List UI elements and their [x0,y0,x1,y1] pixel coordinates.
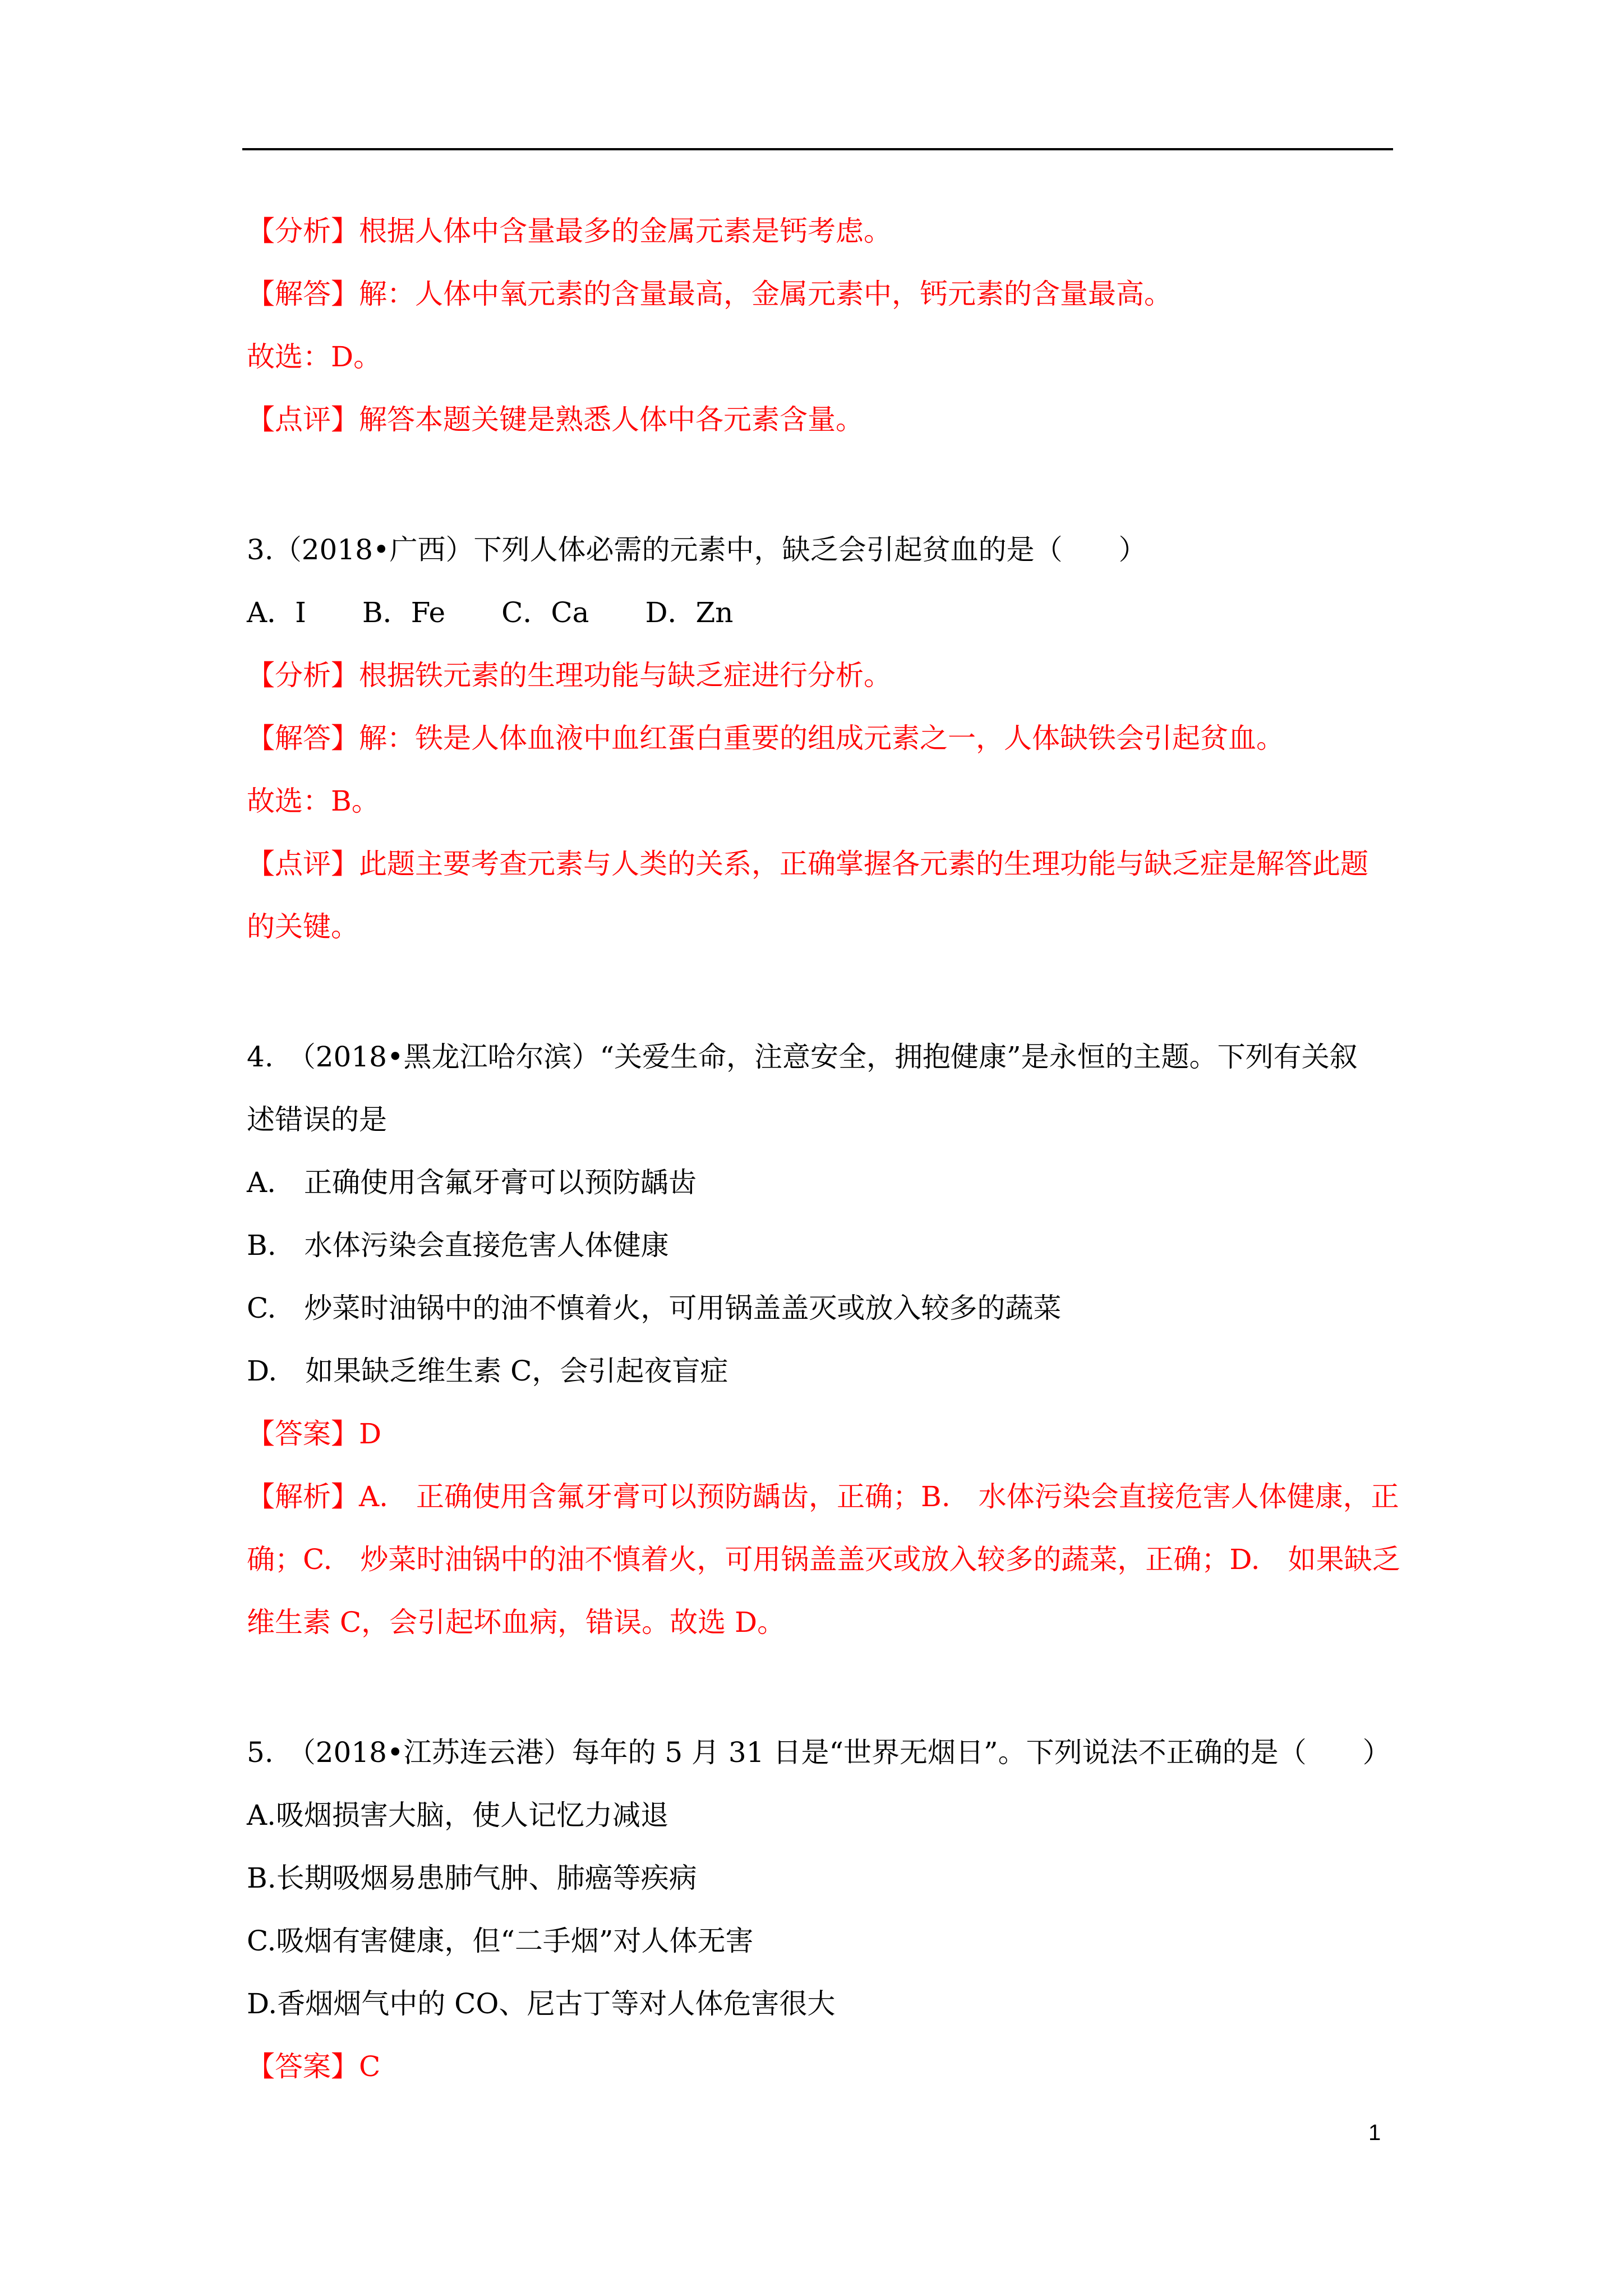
text-line: 【分析】根据人体中含量最多的金属元素是钙考虑。 [247,215,892,247]
answer: 【答案】D [247,1418,382,1450]
question-5: 5. （2018•江苏连云港）每年的 5 月 31 日是“世界无烟日”。下列说法不正确的是（ ） [247,1736,1391,1769]
question-4: 4. （2018•黑龙江哈尔滨）“关爱生命，注意安全，拥抱健康”是永恒的主题。下列有关叙 [247,1041,1358,1073]
text-line: 【解析】A. 正确使用含氟牙膏可以预防龋齿，正确；B. 水体污染会直接危害人体健康，正 [247,1480,1399,1513]
option-a: A. 正确使用含氟牙膏可以预防龋齿 [247,1166,697,1199]
question-3: 3.（2018•广西）下列人体必需的元素中，缺乏会引起贫血的是（ ） [247,533,1147,566]
text-line: 故选：D。 [247,341,382,373]
option-c: C.吸烟有害健康，但“二手烟”对人体无害 [247,1925,754,1957]
option-a: A.吸烟损害大脑，使人记忆力减退 [247,1799,669,1832]
answer: 【答案】C [247,2050,381,2083]
text-line: 【解答】解：铁是人体血液中血红蛋白重要的组成元素之一，人体缺铁会引起贫血。 [247,722,1284,754]
question-3-options: A．I B．Fe C．Ca D．Zn [247,596,734,629]
option-b: B.长期吸烟易患肺气肿、肺癌等疾病 [247,1862,697,1894]
text-line: 确；C. 炒菜时油锅中的油不慎着火，可用锅盖盖灭或放入较多的蔬菜，正确；D. 如果缺乏 [247,1543,1400,1576]
text-line: 故选：B。 [247,785,380,817]
text-line: 的关键。 [247,910,359,943]
text-line: 述错误的是 [247,1103,387,1136]
option-d: D. 如果缺乏维生素 C，会引起夜盲症 [247,1355,728,1387]
text-line: 维生素 C，会引起坏血病，错误。故选 D。 [247,1606,786,1639]
header-rule [242,148,1393,150]
text-line: 【解答】解：人体中氧元素的含量最高，金属元素中，钙元素的含量最高。 [247,278,1172,310]
text-line: 【点评】此题主要考查元素与人类的关系，正确掌握各元素的生理功能与缺乏症是解答此题 [247,848,1368,880]
option-d: D.香烟烟气中的 CO、尼古丁等对人体危害很大 [247,1987,836,2020]
page-number: 1 [1368,2120,1381,2145]
text-line: 【点评】解答本题关键是熟悉人体中各元素含量。 [247,403,864,436]
text-line: 【分析】根据铁元素的生理功能与缺乏症进行分析。 [247,659,892,692]
option-c: C. 炒菜时油锅中的油不慎着火，可用锅盖盖灭或放入较多的蔬菜 [247,1292,1062,1324]
option-b: B. 水体污染会直接危害人体健康 [247,1229,669,1262]
